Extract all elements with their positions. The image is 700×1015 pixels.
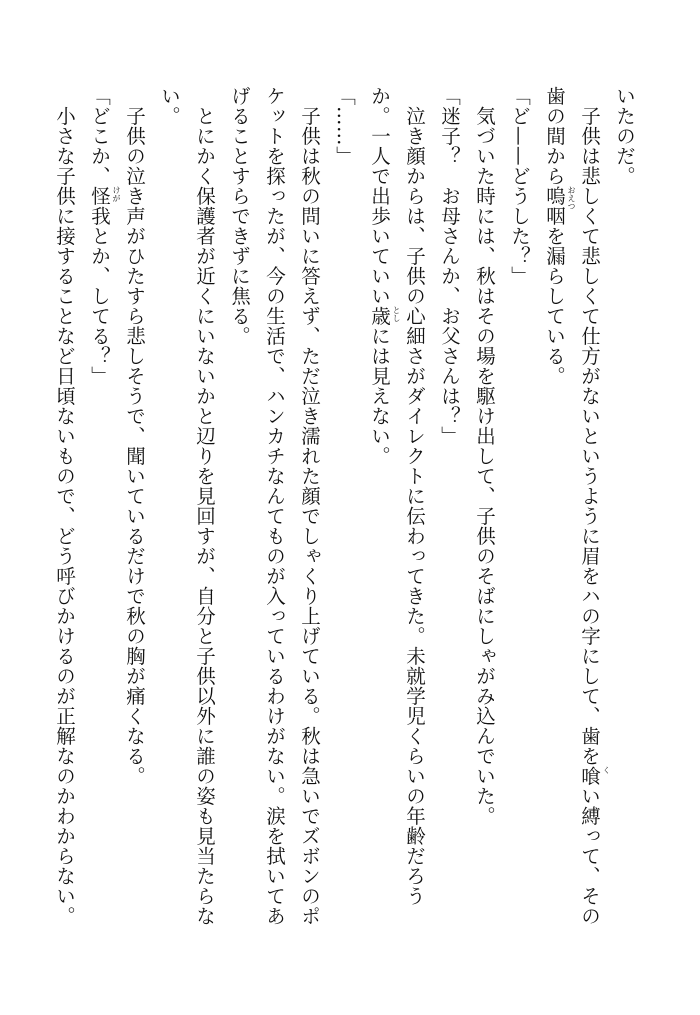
text-line: か。一人で出歩いていい歳 とし には見えない。	[368, 86, 401, 466]
ruby-base: 歳 とし	[368, 306, 401, 326]
ruby-reading: とし	[392, 306, 401, 322]
vertical-text-body	[47, 86, 642, 966]
ruby-base: 嗚咽 おえつ	[543, 186, 576, 226]
ruby-base: 怪我 けが	[88, 186, 121, 226]
ruby-reading: く	[602, 765, 611, 774]
text-line: 子供は秋の問いに答えず、ただ泣き濡れた顔でしゃくり上げている。秋は急いでズボンのポ	[298, 105, 321, 926]
text-line: いたのだ。	[613, 86, 636, 186]
text-line: い。	[158, 86, 181, 126]
ruby-reading: けが	[112, 186, 121, 202]
text-line: げることすらできずに焦る。	[228, 86, 251, 346]
dialogue-line: 「ど——どうした？」	[508, 86, 531, 286]
dialogue-line: 「……」	[333, 86, 356, 166]
text-line: とにかく保護者が近くにいないかと辺りを見回すが、自分と子供以外に誰の姿も見当たらな	[193, 105, 216, 926]
text-line: 小さな子供に接することなど日頃ないもので、どう呼びかけるのが正解なのかわからない。	[53, 105, 76, 926]
ruby-reading: おえつ	[567, 186, 576, 210]
text-line: 子供は悲しくて悲しくて仕方がないというように眉をハの字にして、歯を喰 く い縛って、その	[578, 105, 611, 926]
text-line: 泣き顔からは、子供の心細さがダイレクトに伝わってきた。未就学児くらいの年齢だろう	[403, 105, 426, 906]
text-line: 子供の泣き声がひたすら悲しそうで、聞いているだけで秋の胸が痛くなる。	[123, 105, 146, 786]
dialogue-line: 「どこか、怪我 けが とか、してる？」	[88, 86, 121, 386]
text-line: 気づいた時には、秋はその場を駆け出して、子供のそばにしゃがみ込んでいた。	[473, 105, 496, 826]
dialogue-line: 「迷子？ お母さんか、お父さんは？」	[438, 86, 461, 446]
text-line: 歯の間から嗚咽 おえつ を漏らしている。	[543, 86, 576, 386]
ruby-base: 喰 く	[578, 765, 611, 786]
text-line: ケットを探ったが、今の生活で、ハンカチなんてものが入っているわけがない。涙を拭いてあ	[263, 86, 286, 926]
